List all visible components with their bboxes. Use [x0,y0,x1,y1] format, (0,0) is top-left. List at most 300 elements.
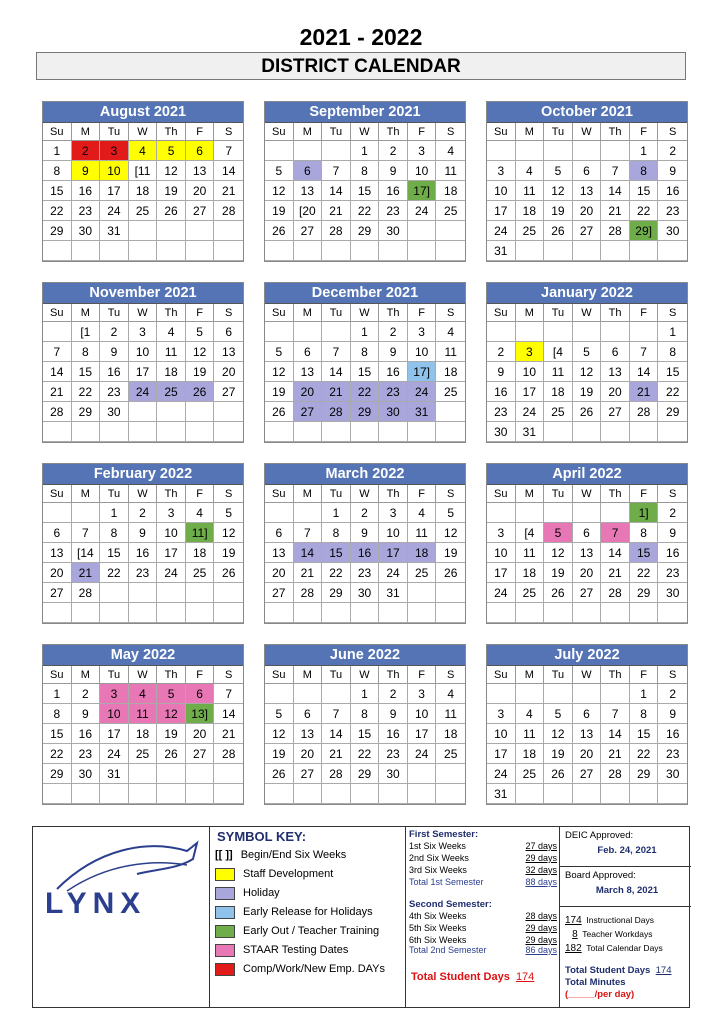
calendar-day: 6 [214,322,243,342]
weekday-header: Th [601,666,630,684]
empty-cell [436,603,465,623]
calendar-day: 8 [43,161,72,181]
calendar-day: 20 [43,563,72,583]
calendar-day: 22 [351,382,380,402]
calendar-day: 7 [601,523,630,543]
calendar-day: 18 [157,362,186,382]
weekday-header: F [408,485,437,503]
second-semester-total: Total 2nd Semester 86 days [409,945,557,955]
calendar-day: 8 [351,704,380,724]
empty-cell [351,784,380,804]
calendar-day: 16 [72,181,101,201]
calendar-day: 4 [157,322,186,342]
calendar-day: 5 [544,161,573,181]
calendar-days: 182 Total Calendar Days [565,943,663,954]
calendar-day: [20 [294,201,323,221]
color-swatch [215,868,235,881]
calendar-day: 30 [72,764,101,784]
six-weeks-row: 5th Six Weeks 29 days [409,923,557,933]
calendar-day: 13 [573,181,602,201]
calendar-day: 31 [487,784,516,804]
calendar-day: 11 [157,342,186,362]
empty-cell [157,784,186,804]
empty-cell [214,784,243,804]
calendar-day: 2 [351,503,380,523]
calendar-day: 9 [129,523,158,543]
calendar-day: 29 [658,402,687,422]
empty-cell [100,583,129,603]
calendar-day: 27 [43,583,72,603]
student-days-total: Total Student Days 174 [565,965,672,976]
calendar-day: 17 [100,181,129,201]
weekday-header: W [351,485,380,503]
calendar-day: 16 [351,543,380,563]
calendar-day: [4 [544,342,573,362]
calendar-day: 9 [379,342,408,362]
weekday-header: Tu [544,666,573,684]
month-calendar [486,282,688,443]
empty-cell [436,422,465,442]
calendar-day: 29 [72,402,101,422]
calendar-day: 9 [658,161,687,181]
calendar-day: 1 [351,141,380,161]
weekday-header: F [408,666,437,684]
weekday-header: Tu [544,123,573,141]
calendar-day: 28 [294,583,323,603]
empty-cell [544,503,573,523]
calendar-day: 10 [487,181,516,201]
semester-summary [405,827,560,1007]
calendar-day: [1 [72,322,101,342]
calendar-day: 29 [43,764,72,784]
weekday-header: F [408,123,437,141]
empty-cell [436,402,465,422]
calendar-day: 6 [294,342,323,362]
calendar-day: 3 [379,503,408,523]
calendar-day: 22 [630,744,659,764]
empty-cell [43,322,72,342]
empty-cell [379,241,408,261]
weekday-header: Th [379,485,408,503]
calendar-day: 5 [573,342,602,362]
empty-cell [487,141,516,161]
empty-cell [516,784,545,804]
calendar-day: 27 [265,583,294,603]
calendar-day: 18 [129,724,158,744]
calendar-day: 15 [351,362,380,382]
calendar-day: 15 [322,543,351,563]
key-label: Comp/Work/New Emp. DAYs [243,963,386,975]
calendar-day: 28 [43,402,72,422]
month-title: July 2022 [487,645,687,666]
first-semester-title: First Semester: [409,829,479,840]
empty-cell [408,241,437,261]
weekday-header: Th [157,485,186,503]
empty-cell [351,241,380,261]
month-title: February 2022 [43,464,243,485]
empty-cell [129,402,158,422]
calendar-day: 4 [436,322,465,342]
empty-cell [487,603,516,623]
calendar-day: 18 [129,181,158,201]
key-label: Early Out / Teacher Training [243,925,380,937]
calendar-day: 23 [379,201,408,221]
month-title: November 2021 [43,283,243,304]
calendar-day: 8 [351,342,380,362]
weekday-header: Th [379,123,408,141]
calendar-day: 28 [322,221,351,241]
year-title: 2021 - 2022 [299,24,423,50]
empty-cell [601,422,630,442]
calendar-day: 25 [436,382,465,402]
calendar-day: 15 [43,181,72,201]
calendar-day: 17 [129,362,158,382]
calendar-day: 1 [351,684,380,704]
weekday-header: F [408,304,437,322]
empty-cell [573,141,602,161]
calendar-day: 8 [630,704,659,724]
calendar-day: 24 [408,382,437,402]
empty-cell [573,503,602,523]
empty-cell [294,784,323,804]
calendar-day: 6 [186,684,215,704]
calendar-day: 2 [379,684,408,704]
empty-cell [516,603,545,623]
calendar-day: 8 [322,523,351,543]
calendar-day: 22 [630,201,659,221]
calendar-day: 21 [294,563,323,583]
calendar-day: 12 [544,724,573,744]
teacher-workdays: 8 Teacher Workdays [572,929,653,940]
calendar-day: 2 [129,503,158,523]
calendar-day: 29 [351,402,380,422]
calendar-day: 5 [265,704,294,724]
calendar-day: 30 [658,764,687,784]
calendar-day: 10 [408,161,437,181]
calendar-day: 24 [100,744,129,764]
calendar-day: 20 [294,744,323,764]
total-minutes: Total Minutes [565,977,626,988]
empty-cell [43,241,72,261]
empty-cell [544,141,573,161]
calendar-day: 9 [487,362,516,382]
weekday-header: Tu [100,304,129,322]
calendar-day: 24 [408,744,437,764]
calendar-day: 19 [544,563,573,583]
calendar-day: 16 [658,724,687,744]
calendar-day: 7 [214,684,243,704]
calendar-day: 23 [379,744,408,764]
weekday-header: Th [601,123,630,141]
calendar-day: 15 [630,543,659,563]
calendar-day: 13 [601,362,630,382]
calendar-day: 2 [658,503,687,523]
calendar-day: 10 [100,704,129,724]
calendar-day: 10 [487,543,516,563]
weekday-header: W [129,123,158,141]
calendar-day: 7 [43,342,72,362]
weekday-header: S [436,123,465,141]
calendar-day: 26 [157,201,186,221]
key-item [215,885,403,901]
calendar-day: 29] [630,221,659,241]
empty-cell [436,583,465,603]
empty-cell [214,241,243,261]
empty-cell [544,784,573,804]
calendar-day: 6 [573,161,602,181]
calendar-day: 31 [516,422,545,442]
calendar-day: 16 [379,362,408,382]
calendar-day: 25 [186,563,215,583]
calendar-day: 24 [100,201,129,221]
calendar-day: [4 [516,523,545,543]
calendar-day: 11 [516,543,545,563]
calendar-day: 5 [265,342,294,362]
calendar-day: 21 [322,201,351,221]
weekday-header: Tu [322,123,351,141]
calendar-day: 23 [658,744,687,764]
empty-cell [129,784,158,804]
calendar-day: 12 [544,543,573,563]
key-item [215,923,403,939]
calendar-day: 17] [408,181,437,201]
weekday-header: W [129,304,158,322]
empty-cell [322,422,351,442]
empty-cell [214,603,243,623]
calendar-day: 9 [351,523,380,543]
calendar-day: 12 [265,362,294,382]
weekday-header: Su [265,123,294,141]
calendar-day: 14 [322,724,351,744]
empty-cell [658,422,687,442]
weekday-header: S [214,304,243,322]
calendar-day: 13] [186,704,215,724]
empty-cell [351,422,380,442]
month-calendar [42,101,244,262]
empty-cell [186,784,215,804]
calendar-day: 9 [100,342,129,362]
key-item [215,942,403,958]
empty-cell [436,241,465,261]
calendar-day: 14 [601,181,630,201]
weekday-header: M [72,123,101,141]
empty-cell [544,241,573,261]
month-title: December 2021 [265,283,465,304]
calendar-day: 27 [573,583,602,603]
weekday-header: W [351,123,380,141]
calendar-day: 6 [573,704,602,724]
month-calendar [264,282,466,443]
empty-cell [43,503,72,523]
calendar-day: 19 [544,744,573,764]
calendar-day: 25 [436,744,465,764]
calendar-day: 19 [265,382,294,402]
empty-cell [630,784,659,804]
empty-cell [265,141,294,161]
weekday-header: S [214,123,243,141]
calendar-day: 1 [658,322,687,342]
calendar-day: 27 [601,402,630,422]
empty-cell [265,422,294,442]
weekday-header: Su [265,485,294,503]
weekday-header: F [186,304,215,322]
month-calendar [486,101,688,262]
second-semester-title: Second Semester: [409,899,492,910]
empty-cell [601,684,630,704]
weekday-header: W [129,666,158,684]
calendar-day: 24 [487,583,516,603]
empty-cell [43,603,72,623]
calendar-day: 23 [658,201,687,221]
key-item [215,866,403,882]
calendar-day: 26 [436,563,465,583]
calendar-day: 27 [573,764,602,784]
weekday-header: Th [379,304,408,322]
empty-cell [186,241,215,261]
calendar-day: 31 [487,241,516,261]
calendar-day: 7 [630,342,659,362]
empty-cell [630,422,659,442]
weekday-header: Tu [100,666,129,684]
calendar-day: 27 [573,221,602,241]
empty-cell [516,684,545,704]
calendar-day: 26 [265,402,294,422]
calendar-day: 27 [186,744,215,764]
calendar-day: 24 [129,382,158,402]
empty-cell [157,221,186,241]
empty-cell [186,221,215,241]
calendar-day: 2 [72,141,101,161]
calendar-day: 7 [322,161,351,181]
empty-cell [516,322,545,342]
deic-approval: DEIC Approved: Feb. 24, 2021 [559,827,691,867]
empty-cell [379,784,408,804]
weekday-header: M [516,304,545,322]
calendar-day: 3 [157,503,186,523]
weekday-header: Tu [322,485,351,503]
empty-cell [436,221,465,241]
empty-cell [516,241,545,261]
weekday-header: Su [487,123,516,141]
key-item [215,961,403,977]
color-swatch [215,944,235,957]
calendar-day: 20 [186,724,215,744]
weekday-header: Th [601,485,630,503]
weekday-header: W [351,304,380,322]
calendar-day: 15 [43,724,72,744]
calendar-day: 24 [379,563,408,583]
logo-area [33,827,210,1007]
calendar-day: 29 [351,221,380,241]
calendar-day: 21 [601,201,630,221]
bracket-symbol: [[ ]] [215,849,233,861]
empty-cell [322,141,351,161]
weekday-header: W [573,304,602,322]
weekday-header: Th [379,666,408,684]
calendar-day: 25 [129,744,158,764]
empty-cell [157,764,186,784]
calendar-day: 18 [436,362,465,382]
weekday-header: M [516,123,545,141]
empty-cell [157,241,186,261]
empty-cell [186,402,215,422]
six-weeks-row: 6th Six Weeks 29 days [409,935,557,945]
calendar-day: 18 [436,181,465,201]
calendar-day: 18 [516,201,545,221]
calendar-day: 10 [100,161,129,181]
calendar-day: 29 [630,764,659,784]
key-item [215,904,403,920]
calendar-day: 20 [573,201,602,221]
color-swatch [215,925,235,938]
empty-cell [322,322,351,342]
calendar-day: 12 [265,181,294,201]
calendar-day: 26 [157,744,186,764]
calendar-day: 9 [658,704,687,724]
symbol-key [209,827,406,1007]
calendar-day: 17 [100,724,129,744]
empty-cell [601,603,630,623]
calendar-day: 23 [100,382,129,402]
empty-cell [72,603,101,623]
calendar-day: 20 [294,382,323,402]
calendar-day: 2 [658,141,687,161]
calendar-day: 11] [186,523,215,543]
calendar-day: 1] [630,503,659,523]
calendar-day: 14 [214,704,243,724]
calendar-day: 6 [601,342,630,362]
empty-cell [129,583,158,603]
key-label: STAAR Testing Dates [243,944,349,956]
calendar-day: 26 [265,764,294,784]
weekday-header: F [630,485,659,503]
empty-cell [129,221,158,241]
empty-cell [214,422,243,442]
month-title: April 2022 [487,464,687,485]
calendar-day: 23 [487,402,516,422]
empty-cell [100,603,129,623]
calendar-day: 20 [214,362,243,382]
empty-cell [129,603,158,623]
empty-cell [379,422,408,442]
calendar-day: 19 [573,382,602,402]
calendar-day: 7 [322,342,351,362]
month-title: May 2022 [43,645,243,666]
calendar-day: 13 [43,543,72,563]
calendar-day: 22 [351,744,380,764]
calendar-day: 19 [157,181,186,201]
calendar-day: 1 [322,503,351,523]
calendar-day: 8 [72,342,101,362]
calendar-day: 31 [100,764,129,784]
weekday-header: Su [487,485,516,503]
weekday-header: M [294,666,323,684]
calendar-day: 27 [186,201,215,221]
calendar-day: 23 [72,201,101,221]
calendar-day: 19 [214,543,243,563]
calendar-day: 15 [351,724,380,744]
empty-cell [573,784,602,804]
calendar-day: 4 [436,684,465,704]
calendar-day: 20 [186,181,215,201]
first-semester-total: Total 1st Semester 88 days [409,877,557,887]
empty-cell [601,241,630,261]
calendar-day: 5 [157,684,186,704]
board-approval: Board Approved: March 8, 2021 [559,867,691,907]
weekday-header: Tu [544,485,573,503]
calendar-day: 20 [573,744,602,764]
weekday-header: Th [157,304,186,322]
